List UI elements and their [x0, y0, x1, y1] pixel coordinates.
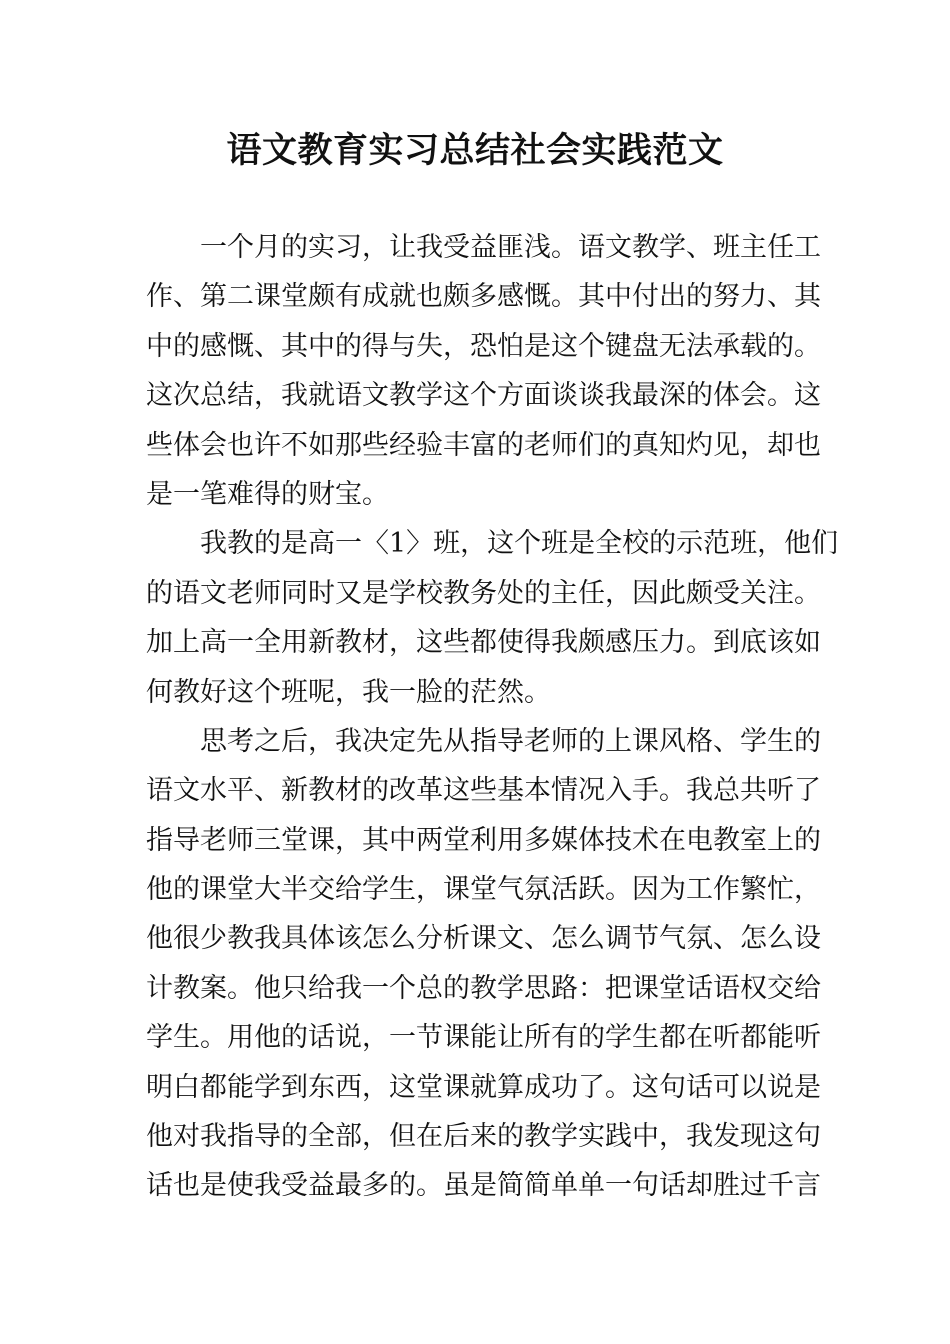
paragraph-1-line-6: 是一笔难得的财宝。 — [146, 478, 389, 510]
paragraph-1-line-3: 中的感慨、其中的得与失，恐怕是这个键盘无法承载的。 — [146, 330, 821, 362]
paragraph-2-line-2: 的语文老师同时又是学校教务处的主任，因此颇受关注。 — [146, 577, 821, 609]
paragraph-3-line-9: 他对我指导的全部，但在后来的教学实践中，我发现这句 — [146, 1121, 821, 1153]
document-body — [146, 223, 839, 1211]
paragraph-1-line-1: 一个月的实习，让我受益匪浅。语文教学、班主任工 — [200, 232, 821, 263]
paragraph-1-line-4: 这次总结，我就语文教学这个方面谈谈我最深的体会。这 — [146, 380, 821, 412]
paragraph-3-line-6: 计教案。他只给我一个总的教学思路：把课堂话语权交给 — [146, 972, 821, 1004]
paragraph-3-line-5: 他很少教我具体该怎么分析课文、怎么调节气氛、怎么设 — [146, 923, 821, 955]
paragraph-3-line-4: 他的课堂大半交给学生，课堂气氛活跃。因为工作繁忙， — [146, 874, 821, 906]
paragraph-2-line-4: 何教好这个班呢，我一脸的茫然。 — [146, 676, 551, 708]
paragraph-3-line-3: 指导老师三堂课，其中两堂利用多媒体技术在电教室上的 — [146, 824, 821, 856]
document-title: 语文教育实习总结社会实践范文 — [226, 130, 724, 171]
paragraph-3-line-7: 学生。用他的话说，一节课能让所有的学生都在听都能听 — [146, 1022, 821, 1054]
paragraph-3-line-8: 明白都能学到东西，这堂课就算成功了。这句话可以说是 — [146, 1071, 821, 1103]
paragraph-1-line-5: 些体会也许不如那些经验丰富的老师们的真知灼见，却也 — [146, 429, 821, 461]
paragraph-1-line-2: 作、第二课堂颇有成就也颇多感慨。其中付出的努力、其 — [146, 281, 821, 313]
paragraph-3-line-10: 话也是使我受益最多的。虽是简简单单一句话却胜过千言 — [146, 1170, 821, 1202]
paragraph-3-line-2: 语文水平、新教材的改革这些基本情况入手。我总共听了 — [146, 775, 821, 807]
paragraph-2-line-1: 我教的是高一〈1〉班，这个班是全校的示范班，他们 — [200, 528, 839, 560]
paragraph-2-line-3: 加上高一全用新教材，这些都使得我颇感压力。到底该如 — [146, 627, 821, 659]
paragraph-3-line-1: 思考之后，我决定先从指导老师的上课风格、学生的 — [200, 725, 821, 757]
